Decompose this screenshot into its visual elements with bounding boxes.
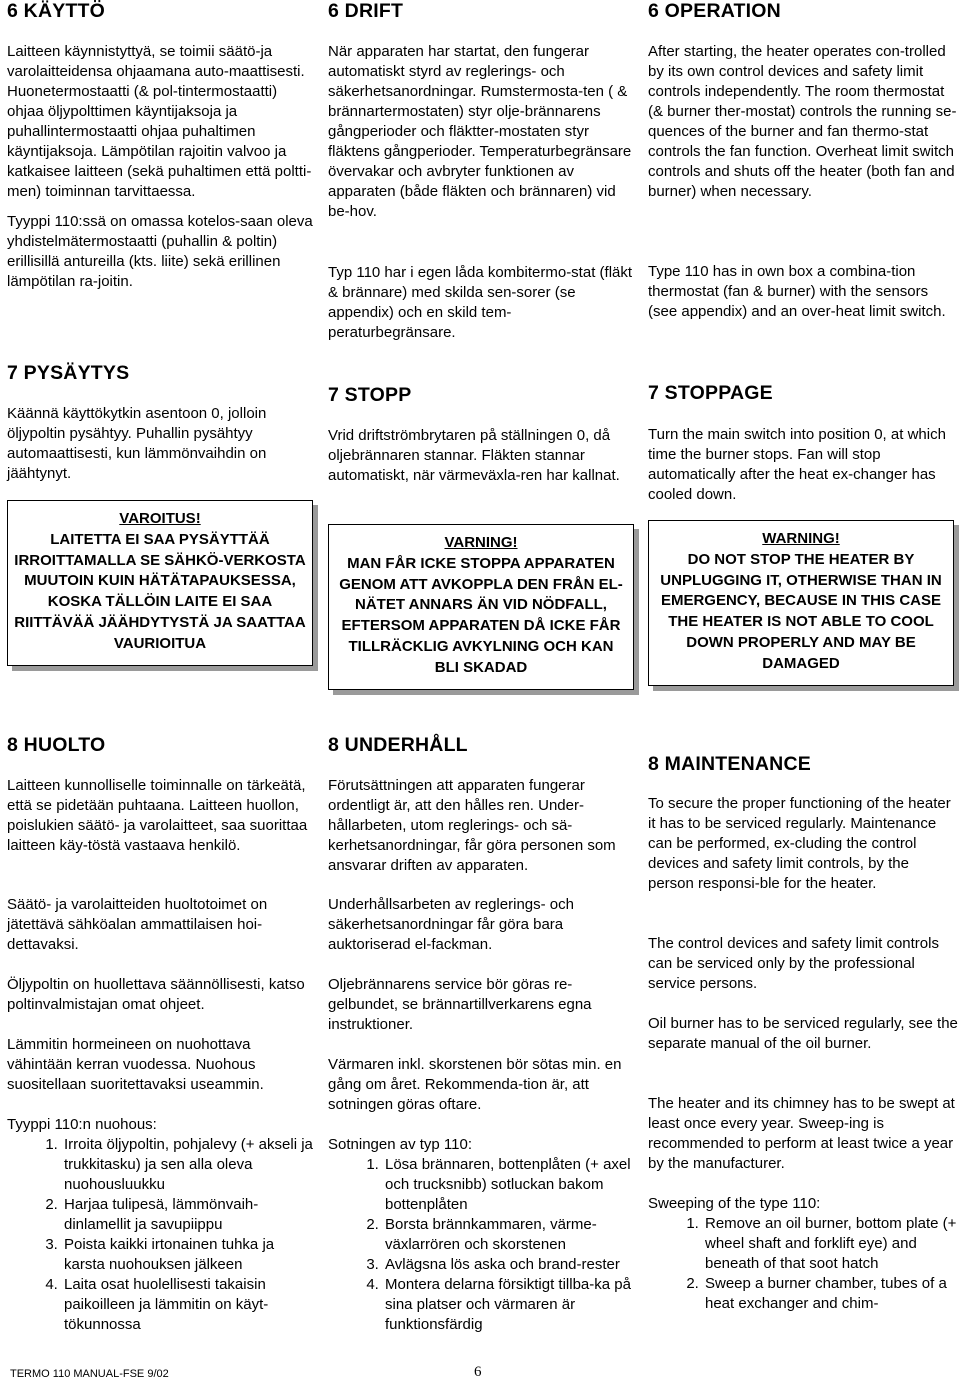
- section-6-paragraph-2: Type 110 has in own box a combina-tion thermostat (fan & burner) with the sensors (see appendix) and an over-heat limit switch.: [648, 263, 946, 320]
- section-7-paragraph: Turn the main switch into position 0, at which time the burner stops. Fan will stop automatically after the heat ex-changer has cooled down.: [648, 426, 946, 503]
- list-item: 3. Avlägsna lös aska och brand-rester: [383, 1255, 638, 1275]
- section-6-heading: 6 DRIFT: [328, 0, 404, 22]
- list-item: 2. Borsta brännkammaren, värme-växlarrören och skorstenen: [383, 1215, 638, 1255]
- warning-text: DO NOT STOP THE HEATER BY UNPLUGGING IT, OTHERWISE THAN IN EMERGENCY, BECAUSE IN THIS CASE THE HEATER IS NOT ABLE TO COOL DOWN PROPERLY AND MAY BE DAMAGED: [660, 550, 942, 672]
- section-7-paragraph: Vrid driftströmbrytaren på ställningen 0, då oljebrännaren stannar. Fläkten stannar automatiskt, när värmeväxla-ren har kallnat.: [328, 427, 620, 484]
- section-7-paragraph: Käännä käyttökytkin asentoon 0, jolloin öljypoltin pysähtyy. Puhallin pysähtyy automaattisesti, kun lämmönvaihdin on jäähtynyt.: [7, 405, 267, 482]
- warning-box: [328, 524, 634, 690]
- sweeping-steps-list: [328, 1155, 638, 1335]
- section-8-paragraph-1: Laitteen kunnolliselle toiminnalle on tärkeätä, että se pidetään puhtaana. Laitteen huollon, poislukien säätö- ja varolaitteet, saa suorittaa laitteen käy-töstä vastaava henkilö.: [7, 777, 308, 854]
- section-6-paragraph-1: När apparaten har startat, den fungerar automatiskt styrd av reglerings- och säkerhetsanordningar. Rumstermosta-ten ( & brännartermostaten) styr olje-brännarens gångperioder och fläktter-mostaten styr fläktens gångperioder. Temperaturbegränsare övervakar och avbryter funktionen av apparaten (både fläkten och brännaren) vid be-hov.: [328, 43, 632, 220]
- list-item: 1. Lösa brännaren, bottenplåten (+ axel och trucksnibb) sotluckan bakom bottenplåten: [383, 1155, 638, 1215]
- warning-text: MAN FÅR ICKE STOPPA APPARATEN GENOM ATT AVKOPPLA DEN FRÅN EL-NÄTET ANNARS ÄN VID NÖDFALL, EFTERSOM APPARATEN DÅ ICKE FÅR TILLRÄCKLIG AVKYLNING OCH KAN BLI SKADAD: [339, 554, 623, 676]
- section-8-paragraph-4: Lämmitin hormeineen on nuohottava vähintään kerran vuodessa. Nuohous suositellaan suoritettavaksi useammin.: [7, 1036, 264, 1093]
- section-6-paragraph-1: Laitteen käynnistyttyä, se toimii säätö-ja varolaitteidensa ohjaamana auto-maattisesti. Huonetermostaatti (& pol-tintermostaatti) ohjaa öljypolttimen käyntijaksoja ja puhallintermostaatti ohjaa puhaltimen käyntijaksoja. Lämpötilan rajoitin valvoo ja katkaisee laitteen (sekä puhaltimen että poltti-men) toiminnan tarvittaessa.: [7, 43, 312, 200]
- list-item: 1. Remove an oil burner, bottom plate (+ wheel shaft and forklift eye) and beneath of that soot hatch: [703, 1214, 958, 1274]
- section-7-heading: 7 STOPPAGE: [648, 382, 773, 404]
- section-8-paragraph-1: Förutsättningen att apparaten fungerar ordentligt är, att den hålles ren. Under-hållarbeten, utom reglerings- och sä-kerhetsanordningar, får göra personen som ansvarar driften av apparaten.: [328, 777, 616, 874]
- list-item: 1. Irroita öljypoltin, pohjalevy (+ akseli ja trukkitasku) ja sen alla oleva nuohousluukku: [62, 1135, 317, 1195]
- section-7-heading: 7 STOPP: [328, 384, 412, 406]
- section-8-paragraph-2: Säätö- ja varolaitteiden huoltotoimet on jätettävä sähköalan ammattilaisen hoi-dettavaksi.: [7, 896, 268, 953]
- warning-text: LAITETTA EI SAA PYSÄYTTÄÄ IRROITTAMALLA SE SÄHKÖ-VERKOSTA MUUTOIN KUIN HÄTÄTAPAUKSESSA, KOSKA TÄLLÖIN LAITE EI SAA RIITTÄVÄÄ JÄÄHDYTYSTÄ JA SAATTAA VAURIOITUA: [14, 530, 306, 652]
- section-8-paragraph-3: Oljebrännarens service bör göras re-gelbundet, se brännartillverkarens egna instruktioner.: [328, 976, 592, 1033]
- warning-title: VAROITUS!: [119, 510, 201, 527]
- list-item: 2. Sweep a burner chamber, tubes of a heat exchanger and chim-: [703, 1274, 958, 1314]
- section-8-paragraph-3: Oil burner has to be serviced regularly, see the separate manual of the oil burner.: [648, 1015, 958, 1052]
- section-8-heading: 8 MAINTENANCE: [648, 753, 811, 775]
- list-item: 3. Poista kaikki irtonainen tuhka ja karsta nuohouksen jälkeen: [62, 1235, 317, 1275]
- warning-box: [7, 500, 313, 666]
- section-8-heading: 8 HUOLTO: [7, 734, 106, 756]
- section-8-paragraph-4: Värmaren inkl. skorstenen bör sötas min. en gång om året. Rekommenda-tion är, att sotningen göras oftare.: [328, 1056, 622, 1113]
- section-8-heading: 8 UNDERHÅLL: [328, 734, 468, 756]
- section-6-paragraph-2: Typ 110 har i egen låda kombitermo-stat (fläkt & brännare) med skilda sen-sorer (se appendix) och en skild tem-peraturbegränsare.: [328, 264, 633, 341]
- page-number: 6: [474, 1364, 482, 1380]
- section-8-paragraph-3: Öljypoltin on huollettava säännöllisesti, katso poltinvalmistajan omat ohjeet.: [7, 976, 305, 1013]
- section-8-paragraph-1: To secure the proper functioning of the heater it has to be serviced regularly. Maintenance can be performed, ex-cluding the control devices and safety limit controls, by the person responsi-ble for the heater.: [648, 795, 951, 892]
- section-7-heading: 7 PYSÄYTYS: [7, 362, 130, 384]
- warning-title: WARNING!: [762, 530, 840, 547]
- document-id-footer: TERMO 110 MANUAL-FSE 9/02: [10, 1368, 169, 1380]
- warning-title: VARNING!: [444, 534, 518, 551]
- sweeping-list-title: Sweeping of the type 110:: [648, 1195, 821, 1212]
- sweeping-list-title: Tyyppi 110:n nuohous:: [7, 1116, 157, 1133]
- list-item: 2. Harjaa tulipesä, lämmönvaih-dinlamellit ja savupiippu: [62, 1195, 317, 1235]
- list-item: 4. Montera delarna försiktigt tillba-ka på sina platser och värmaren är funktionsfärdig: [383, 1275, 638, 1335]
- section-6-heading: 6 OPERATION: [648, 0, 781, 22]
- sweeping-list-title: Sotningen av typ 110:: [328, 1136, 472, 1153]
- section-8-paragraph-2: The control devices and safety limit controls can be serviced only by the professional service persons.: [648, 935, 939, 992]
- section-6-paragraph-1: After starting, the heater operates con-trolled by its own control devices and safety limit controls independently. The room thermostat (& burner ther-mostat) controls the running se-quences of the burner and fan thermo-stat controls the fan function. Overheat limit switch controls and shuts off the heater (both fan and burner) when necessary.: [648, 43, 957, 200]
- section-6-heading: 6 KÄYTTÖ: [7, 0, 106, 22]
- sweeping-steps-list: [7, 1135, 317, 1335]
- sweeping-steps-list: [648, 1214, 958, 1314]
- warning-box: [648, 520, 954, 686]
- list-item: 4. Laita osat huolellisesti takaisin paikoilleen ja lämmitin on käyt-tökunnossa: [62, 1275, 317, 1335]
- section-8-paragraph-4: The heater and its chimney has to be swept at least once every year. Sweep-ing is recommended to perform at least twice a year by the manufacturer.: [648, 1095, 955, 1172]
- section-8-paragraph-2: Underhållsarbeten av reglerings- och säkerhetsanordningar får göra bara auktoriserad el-fackman.: [328, 896, 574, 953]
- section-6-paragraph-2: Tyyppi 110:ssä on omassa kotelos-saan oleva yhdistelmätermostaatti (puhallin & poltin) erillisillä antureilla (kts. liite) sekä erillinen lämpötilan ra-joitin.: [7, 213, 313, 290]
